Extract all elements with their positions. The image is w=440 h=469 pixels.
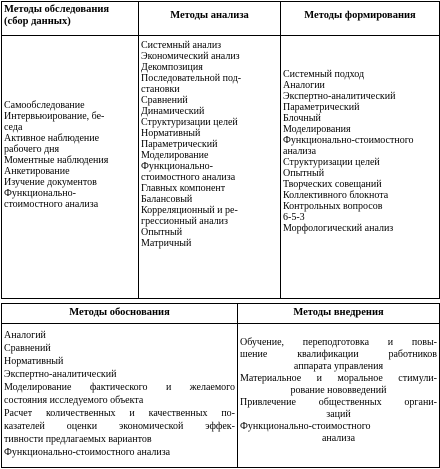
text-line: Творческих совещаний — [283, 179, 382, 190]
text-line: Аналогии — [283, 80, 325, 91]
text-line: анализа — [321, 433, 356, 444]
text-line: Корреляционный и ре- — [141, 205, 238, 216]
header-survey-methods — [2, 2, 139, 36]
text-line: Экспертно-аналитический — [283, 91, 396, 102]
text-line: Морфологический анализ — [283, 223, 394, 234]
text-line: стоимостного анализа — [141, 172, 236, 183]
text-line: Обучение, переподготовка и повы- — [240, 337, 437, 348]
text-line: Опытный — [283, 168, 325, 179]
text-line: Параметрический — [141, 139, 218, 150]
bottom-methods-table — [1, 303, 440, 468]
header-line: (сбор данных) — [4, 16, 71, 27]
text-line: Моделирование — [141, 150, 209, 161]
text-line: Аналогий — [4, 330, 46, 341]
text-line: Системный подход — [283, 69, 365, 80]
text-line: Коллективного блокнота — [283, 190, 389, 201]
text-line: Опытный — [141, 227, 183, 238]
text-line: Функционально- — [141, 161, 213, 172]
text-line: тивности предлагаемых вариантов — [4, 434, 152, 445]
text-line: Сравнений — [4, 343, 51, 354]
text-line: Структуризации целей — [141, 117, 238, 128]
text-line: становки — [141, 84, 180, 95]
survey-methods-cell — [2, 36, 139, 299]
text-line: Активное наблюдение — [4, 133, 100, 144]
text-line: Сравнений — [141, 95, 188, 106]
text-line: Нормативный — [4, 356, 64, 367]
justification-methods-cell — [2, 324, 238, 468]
text-line: Балансовый — [141, 194, 193, 205]
text-line: 6-5-3 — [283, 212, 305, 223]
text-line: Контрольных вопросов — [283, 201, 383, 212]
text-line: Моделирования — [283, 124, 351, 135]
text-line: Блочный — [283, 113, 321, 124]
text-line: рабочего дня — [4, 144, 60, 155]
text-line: Изучение документов — [4, 177, 97, 188]
text-line: стоимостного анализа — [4, 199, 99, 210]
text-line: седа — [4, 122, 23, 133]
text-line: Функционально-стоимостного — [283, 135, 414, 146]
text-line: Системный анализ — [141, 40, 222, 51]
header-line: Методы обоснования — [69, 307, 170, 318]
text-line: Функционально-стоимостного — [240, 421, 371, 432]
text-line: Моделирование фактического и желаемого — [4, 382, 235, 393]
text-line: Динамический — [141, 106, 205, 117]
text-line: состояния исследуемого объекта — [4, 395, 144, 406]
text-line: аппарата управления — [293, 361, 384, 372]
text-line: Матричный — [141, 238, 192, 249]
top-methods-table — [1, 1, 440, 299]
header-line: Методы обследования — [4, 4, 110, 15]
text-line: Экономический анализ — [141, 51, 240, 62]
text-line: Параметрический — [283, 102, 360, 113]
text-line: Интервьюирование, бе- — [4, 111, 105, 122]
header-formation-methods — [281, 2, 440, 36]
text-line: Экспертно-аналитический — [4, 369, 117, 380]
analysis-methods-cell — [139, 36, 281, 299]
text-line: анализа — [283, 146, 317, 157]
implementation-methods-cell — [238, 324, 440, 468]
formation-methods-cell — [281, 36, 440, 299]
text-line: Расчет количественных и качественных по- — [4, 408, 235, 419]
text-line: Последовательной под- — [141, 73, 242, 84]
header-line: Методы анализа — [170, 10, 249, 21]
text-line: казателей оценки экономической эффек- — [4, 421, 235, 432]
text-line: Декомпозиция — [141, 62, 203, 73]
text-line: Функционально-стоимостного анализа — [4, 447, 171, 458]
text-line: Структуризации целей — [283, 157, 380, 168]
header-analysis-methods — [139, 2, 281, 36]
text-line: Материальное и моральное стимули- — [240, 373, 437, 384]
header-justification-methods — [2, 304, 238, 324]
header-implementation-methods — [238, 304, 440, 324]
text-line: Моментные наблюдения — [4, 155, 109, 166]
header-line: Методы внедрения — [293, 307, 384, 318]
header-line: Методы формирования — [304, 10, 416, 21]
text-line: шение квалификации работников — [240, 349, 437, 360]
text-line: Анкетирование — [4, 166, 70, 177]
text-line: Самообследование — [4, 100, 85, 111]
text-line: заций — [326, 409, 351, 420]
text-line: Привлечение общественных органи- — [240, 397, 437, 408]
text-line: Главных компонент — [141, 183, 226, 194]
text-line: Нормативный — [141, 128, 201, 139]
text-line: рование нововведений — [290, 385, 387, 396]
text-line: грессионный анализ — [141, 216, 228, 227]
text-line: Функционально- — [4, 188, 76, 199]
